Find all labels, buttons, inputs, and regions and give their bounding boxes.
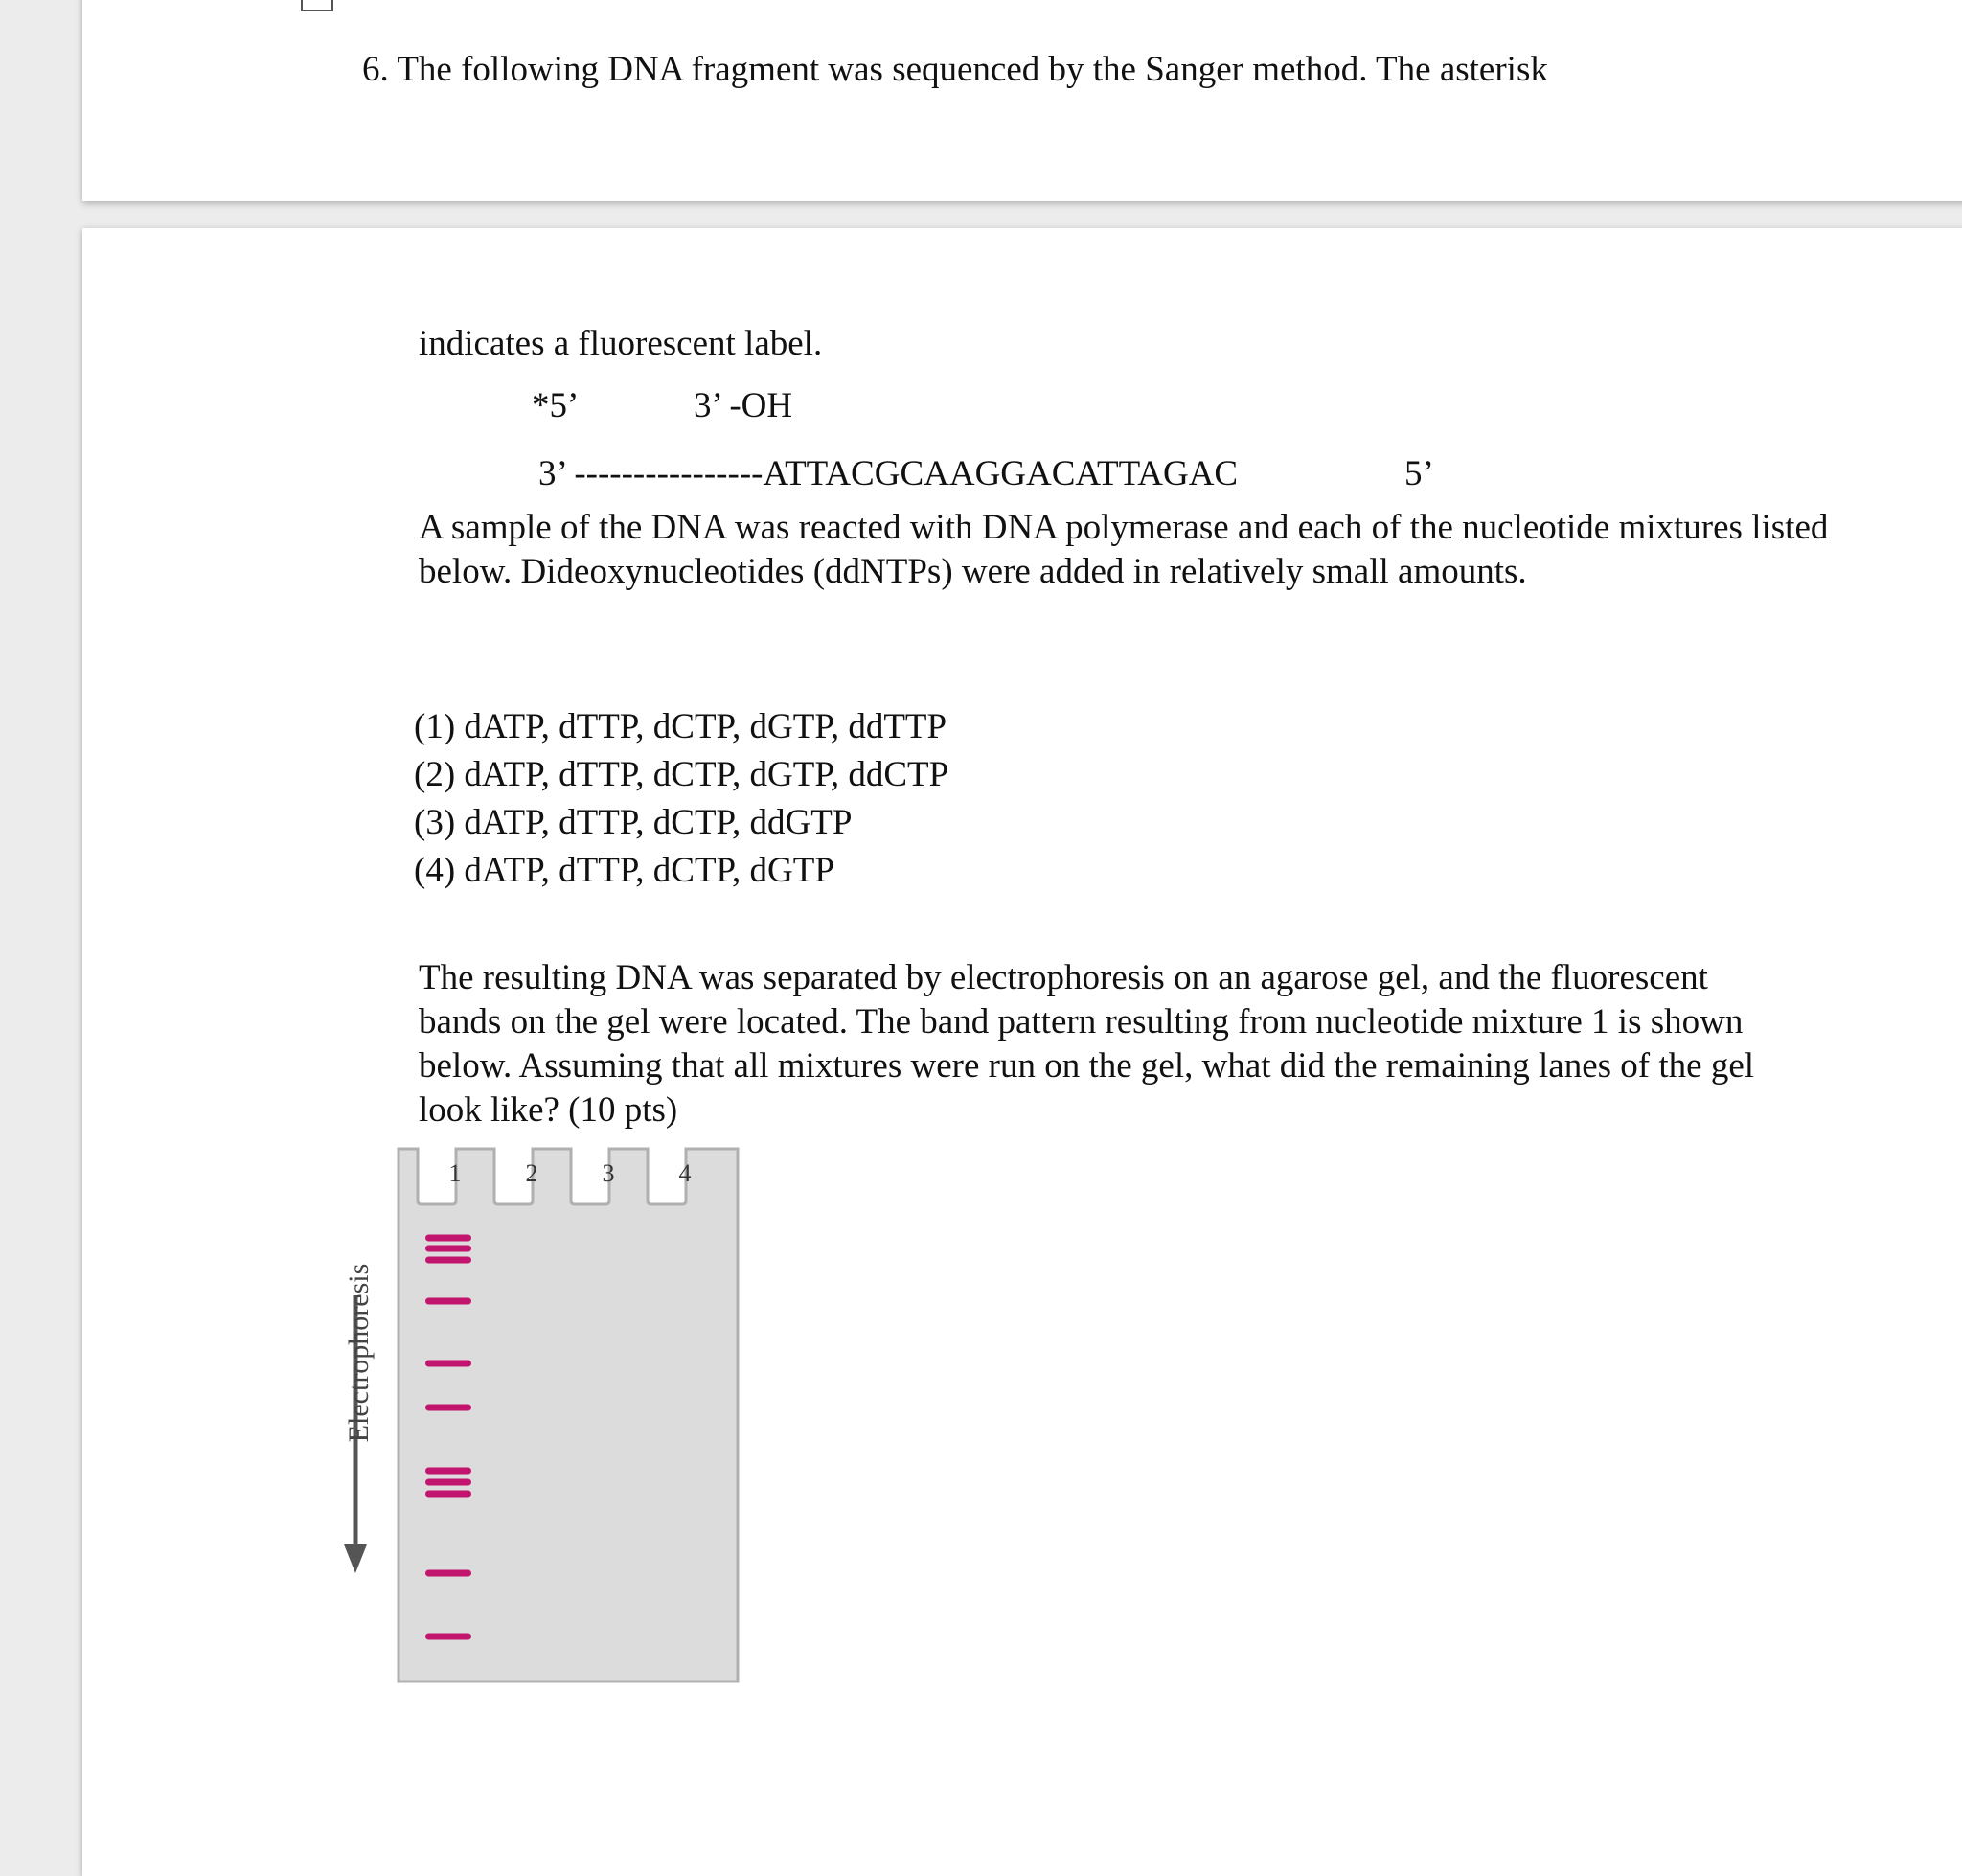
gel-band [425, 1468, 471, 1475]
paragraph-sample: A sample of the DNA was reacted with DNA polymerase and each of the nucleotide mixtures listed below. Dideoxynucleotides (ddNTPs) were added in relatively small amounts. [419, 508, 1829, 591]
lane-label-4: 4 [678, 1159, 692, 1187]
seq-strand: 3’ ----------------ATTACGCAAGGACATTAGAC [538, 454, 1239, 493]
gel-body [399, 1149, 738, 1682]
seq-strand-end: 5’ [1404, 454, 1434, 493]
gel-figure [395, 1145, 741, 1687]
mixture-item: (1) dATP, dTTP, dCTP, dGTP, ddTTP [414, 707, 947, 746]
gel-band [425, 1235, 471, 1242]
question-heading: 6. The following DNA fragment was sequenced by the Sanger method. The asterisk [362, 50, 1548, 89]
mixture-list [414, 703, 948, 895]
gel-band [425, 1405, 471, 1411]
mixture-item: (2) dATP, dTTP, dCTP, dGTP, ddCTP [414, 755, 949, 794]
lane-label-3: 3 [602, 1159, 615, 1187]
electrophoresis-label: Electrophoresis [343, 1263, 375, 1443]
lane-label-1: 1 [448, 1159, 462, 1187]
gel-band [425, 1491, 471, 1498]
paragraph-question: The resulting DNA was separated by electrophoresis on an agarose gel, and the fluorescent bands on the gel were located. The band pattern resulting from nucleotide mixture 1 is shown below. Assuming that all mixtures were run on the gel, what did the remaining lanes of the gel look like? (10 pts) [419, 958, 1755, 1130]
mixture-item: (4) dATP, dTTP, dCTP, dGTP [414, 851, 834, 890]
gel-svg [395, 1145, 741, 1687]
gel-band [425, 1298, 471, 1305]
question-continuation: indicates a fluorescent label. [419, 324, 823, 363]
mixture-item: (3) dATP, dTTP, dCTP, ddGTP [414, 803, 853, 842]
gel-band [425, 1570, 471, 1577]
checkbox[interactable] [301, 0, 333, 11]
seq-top-right: 3’ -OH [694, 386, 793, 425]
gel-band [425, 1479, 471, 1486]
page-top [82, 0, 1962, 201]
gel-band [425, 1361, 471, 1367]
lane-label-2: 2 [525, 1159, 538, 1187]
gel-band [425, 1246, 471, 1252]
gel-band [425, 1634, 471, 1640]
seq-top-left: *5’ [532, 386, 580, 425]
gel-band [425, 1257, 471, 1264]
